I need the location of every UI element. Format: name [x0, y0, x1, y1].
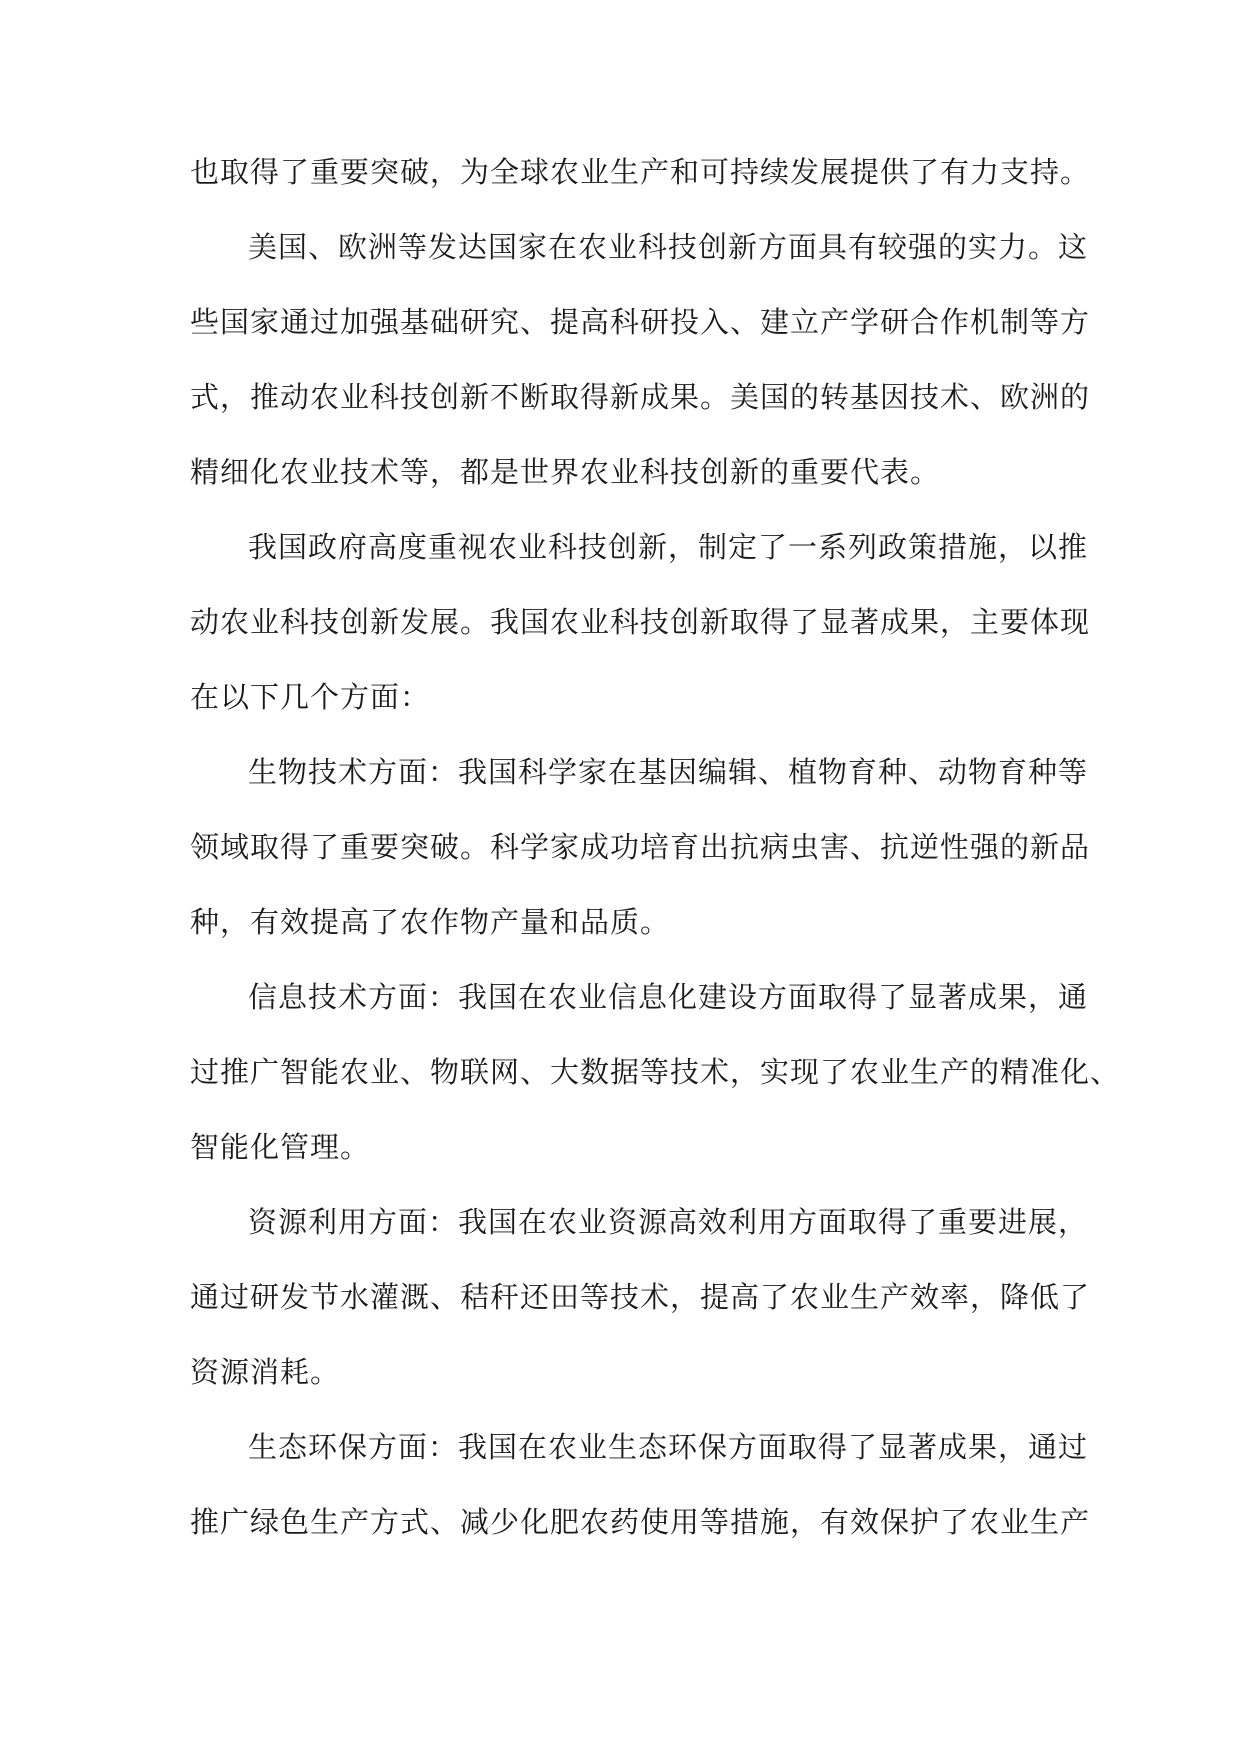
text-line: 些国家通过加强基础研究、提高科研投入、建立产学研合作机制等方 [190, 305, 1091, 339]
text-line: 智能化管理。 [190, 1130, 371, 1164]
text-line: 过推广智能农业、物联网、大数据等技术，实现了农业生产的精准化、 [190, 1055, 1121, 1089]
text-line: 动农业科技创新发展。我国农业科技创新取得了显著成果，主要体现 [190, 605, 1091, 639]
text-line: 通过研发节水灌溉、秸秆还田等技术，提高了农业生产效率，降低了 [190, 1280, 1091, 1314]
text-line: 也取得了重要突破，为全球农业生产和可持续发展提供了有力支持。 [190, 155, 1091, 189]
paragraph-start-line: 资源利用方面：我国在农业资源高效利用方面取得了重要进展， [248, 1205, 1089, 1239]
paragraph-start-line: 生物技术方面：我国科学家在基因编辑、植物育种、动物育种等 [248, 755, 1089, 789]
text-line: 资源消耗。 [190, 1355, 341, 1389]
paragraph-start-line: 我国政府高度重视农业科技创新，制定了一系列政策措施，以推 [248, 530, 1089, 564]
paragraph-start-line: 信息技术方面：我国在农业信息化建设方面取得了显著成果，通 [248, 980, 1089, 1014]
text-line: 领域取得了重要突破。科学家成功培育出抗病虫害、抗逆性强的新品 [190, 830, 1091, 864]
paragraph-start-line: 美国、欧洲等发达国家在农业科技创新方面具有较强的实力。这 [248, 230, 1089, 264]
text-line: 精细化农业技术等，都是世界农业科技创新的重要代表。 [190, 455, 941, 489]
paragraph-start-line: 生态环保方面：我国在农业生态环保方面取得了显著成果，通过 [248, 1430, 1089, 1464]
text-line: 式，推动农业科技创新不断取得新成果。美国的转基因技术、欧洲的 [190, 380, 1091, 414]
text-line: 种，有效提高了农作物产量和品质。 [190, 905, 671, 939]
text-line: 推广绿色生产方式、减少化肥农药使用等措施，有效保护了农业生产 [190, 1505, 1091, 1539]
text-line: 在以下几个方面： [190, 680, 431, 714]
